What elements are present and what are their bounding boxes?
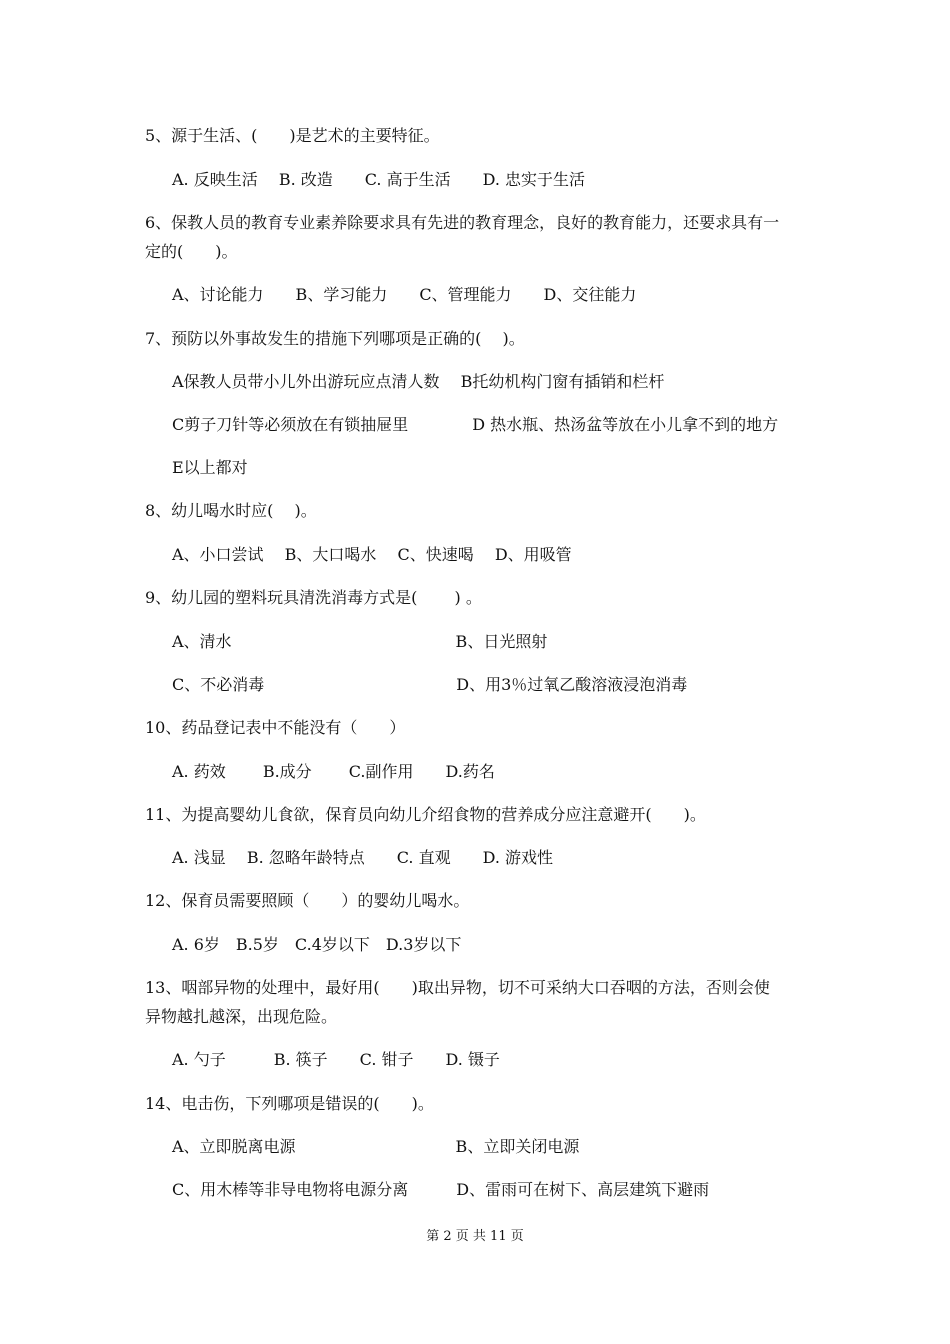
q9-options-cd: C、不必消毒 D、用3％过氧乙酸溶液浸泡消毒 bbox=[172, 675, 688, 694]
q13-stem-cont: 异物越扎越深，出现危险。 bbox=[145, 1007, 338, 1026]
q6-stem: 6、保教人员的教育专业素养除要求具有先进的教育理念，良好的教育能力，还要求具有一 bbox=[145, 213, 780, 232]
page-footer: 第 2 页 共 11 页 bbox=[426, 1229, 524, 1244]
q5-stem: 5、源于生活、( )是艺术的主要特征。 bbox=[145, 126, 440, 145]
q8-options: A、小口尝试 B、大口喝水 C、快速喝 D、用吸管 bbox=[172, 545, 572, 564]
q13-options: A. 勺子 B. 筷子 C. 钳子 D. 镊子 bbox=[172, 1050, 500, 1069]
q9-stem: 9、幼儿园的塑料玩具清洗消毒方式是( ) 。 bbox=[145, 588, 482, 607]
q8-stem: 8、幼儿喝水时应( )。 bbox=[145, 501, 317, 520]
q14-stem: 14、电击伤，下列哪项是错误的( )。 bbox=[145, 1094, 434, 1113]
q6-options: A、讨论能力 B、学习能力 C、管理能力 D、交往能力 bbox=[172, 285, 637, 304]
q12-options: A. 6岁 B.5岁 C.4岁以下 D.3岁以下 bbox=[172, 935, 462, 954]
q11-stem: 11、为提高婴幼儿食欲，保育员向幼儿介绍食物的营养成分应注意避开( )。 bbox=[145, 805, 706, 824]
q10-stem: 10、药品登记表中不能没有（ ） bbox=[145, 718, 406, 737]
q7-options-cd: C剪子刀针等必须放在有锁抽屉里 D 热水瓶、热汤盆等放在小儿拿不到的地方 bbox=[172, 415, 779, 434]
q13-stem: 13、咽部异物的处理中，最好用( )取出异物，切不可采纳大口吞咽的方法，否则会使 bbox=[145, 978, 770, 997]
q6-stem-cont: 定的( )。 bbox=[145, 242, 238, 261]
q7-option-e: E以上都对 bbox=[172, 458, 248, 477]
q14-options-cd: C、用木棒等非导电物将电源分离 D、雷雨可在树下、高层建筑下避雨 bbox=[172, 1180, 710, 1199]
q5-options: A. 反映生活 B. 改造 C. 高于生活 D. 忠实于生活 bbox=[172, 170, 586, 189]
q9-options-ab: A、清水 B、日光照射 bbox=[172, 632, 548, 651]
q11-options: A. 浅显 B. 忽略年龄特点 C. 直观 D. 游戏性 bbox=[172, 848, 554, 867]
q14-options-ab: A、立即脱离电源 B、立即关闭电源 bbox=[172, 1137, 580, 1156]
q10-options: A. 药效 B.成分 C.副作用 D.药名 bbox=[172, 762, 495, 781]
q7-stem: 7、预防以外事故发生的措施下列哪项是正确的( )。 bbox=[145, 329, 525, 348]
q7-options-ab: A保教人员带小儿外出游玩应点清人数 B托幼机构门窗有插销和栏杆 bbox=[172, 372, 665, 391]
q12-stem: 12、保育员需要照顾（ ）的婴幼儿喝水。 bbox=[145, 891, 470, 910]
